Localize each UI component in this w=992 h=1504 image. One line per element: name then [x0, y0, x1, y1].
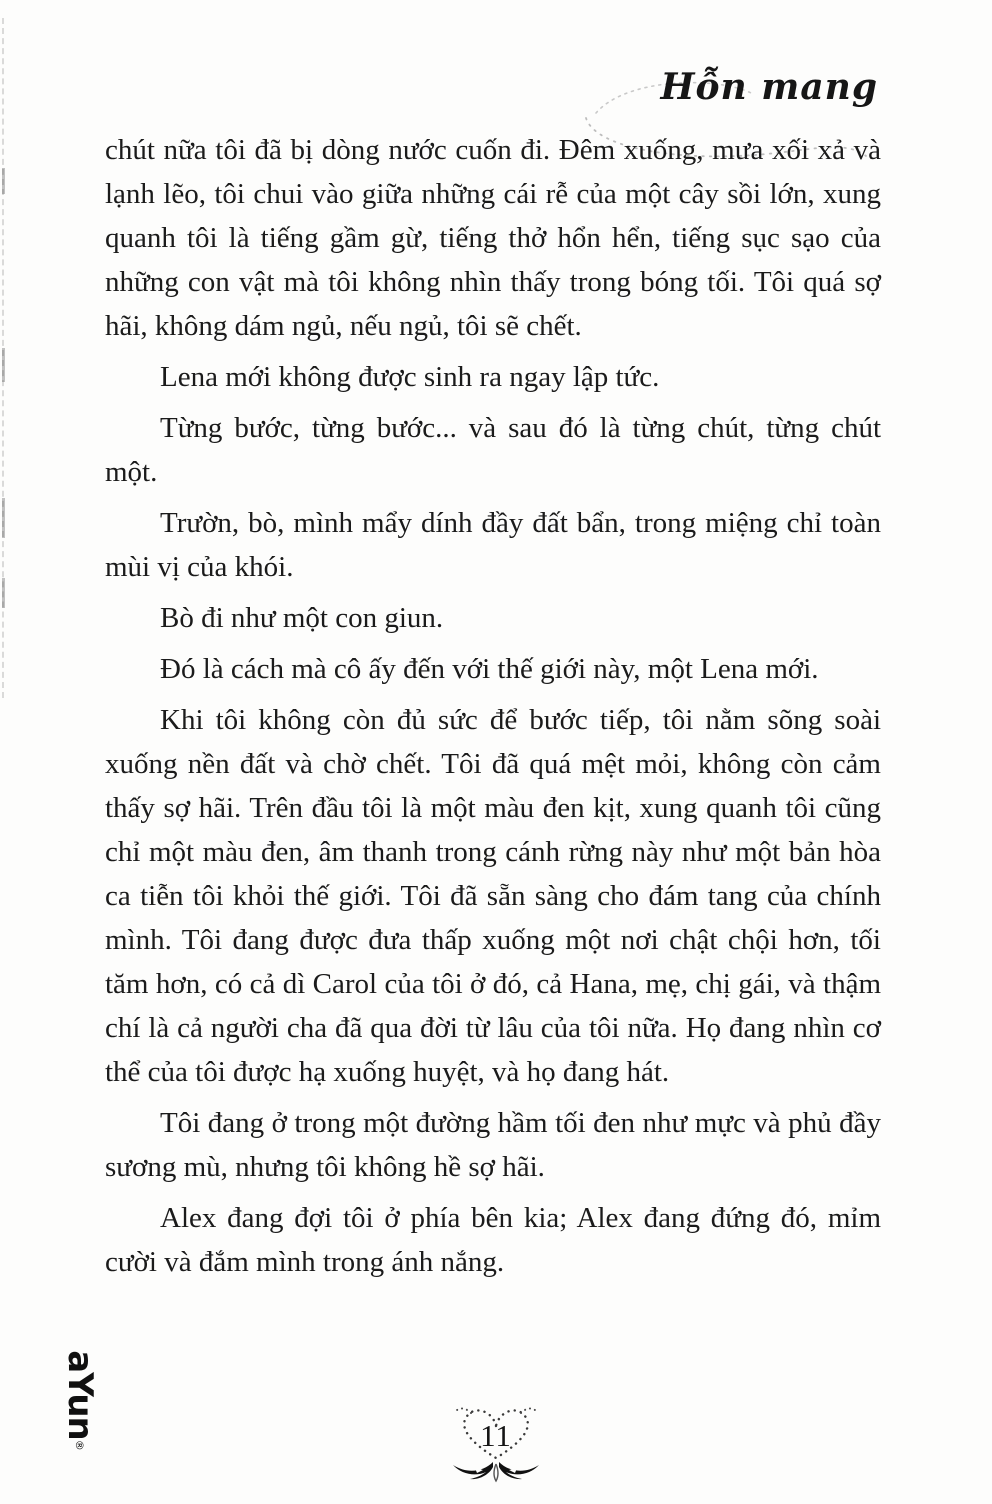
publisher-logo-text: aYun ® [60, 1350, 100, 1450]
paragraph: Bò đi như một con giun. [160, 602, 444, 634]
page-number: 11 [480, 1418, 512, 1453]
running-title: Hỗn mang [660, 66, 878, 108]
paragraph: Alex đang đợi tôi ở phía bên kia; Alex đang đứng đó, mỉm cười và đắm mình trong ánh nắng. [105, 1202, 881, 1278]
paragraph: Khi tôi không còn đủ sức để bước tiếp, tôi nằm sõng soài xuống nền đất và chờ chết. Tôi đã quá mệt mỏi, không còn cảm thấy sợ hãi. Trên đầu tôi là một màu đen kịt, xung quanh tôi cũng chỉ một màu đen, âm thanh trong cánh rừng này như một bản hòa ca tiễn tôi khỏi thế giới. Tôi đã sẵn sàng cho đám tang của chính mình. Tôi đang được đưa thấp xuống một nơi chật chội hơn, tối tăm hơn, có cả dì Carol của tôi ở đó, cả Hana, mẹ, chị gái, và thậm chí là cả người cha đã qua đời từ lâu của tôi nữa. Họ đang nhìn cơ thể của tôi được hạ xuống huyệt, và họ đang hát. [105, 704, 881, 1088]
page-number-ornament [431, 1396, 561, 1492]
paragraph: Tôi đang ở trong một đường hầm tối đen như mực và phủ đầy sương mù, nhưng tôi không hề sợ hãi. [105, 1107, 881, 1183]
body-text [105, 128, 881, 1284]
scan-blot [2, 348, 5, 382]
scan-blot [2, 578, 5, 608]
registered-mark: ® [73, 1439, 87, 1450]
paragraph: Lena mới không được sinh ra ngay lập tức. [160, 361, 660, 393]
wing-flourish-icon [453, 1462, 539, 1481]
paragraph: Đó là cách mà cô ấy đến với thế giới này, một Lena mới. [160, 653, 819, 685]
scan-blot [2, 498, 5, 538]
paragraph: Trườn, bò, mình mẩy dính đầy đất bẩn, trong miệng chỉ toàn mùi vị của khói. [105, 507, 881, 583]
scan-blot [2, 168, 5, 194]
scan-edge-artifact [2, 18, 4, 698]
publisher-logo [10, 1330, 150, 1470]
paragraph: Từng bước, từng bước... và sau đó là từng chút, từng chút một. [105, 412, 881, 488]
paragraph: chút nữa tôi đã bị dòng nước cuốn đi. Đêm xuống, mưa xối xả và lạnh lẽo, tôi chui vào giữa những cái rễ của một cây sồi lớn, xung quanh tôi là tiếng gầm gừ, tiếng thở hổn hển, tiếng sục sạo của những con vật mà tôi không nhìn thấy trong bóng tối. Tôi quá sợ hãi, không dám ngủ, nếu ngủ, tôi sẽ chết. [105, 134, 881, 342]
